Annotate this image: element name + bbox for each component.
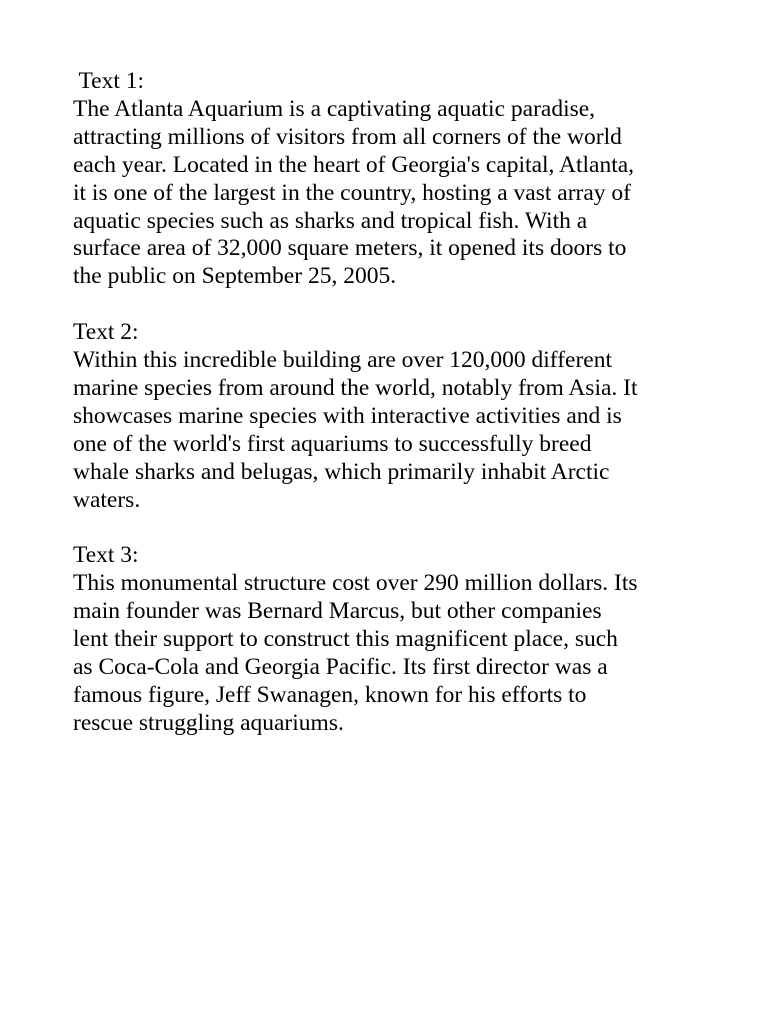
section-paragraph: The Atlanta Aquarium is a captivating aquatic paradise, attracting millions of visitors from all corners of the world each year. Located in the heart of Georgia's capital, Atlanta, it is one of the largest in the country, hosting a vast array of aquatic species such as sharks and tropical fish. With a surface area of 32,000 square meters, it opened its doors to the public on September 25, 2005. <box>73 95 635 290</box>
text-section-3 <box>73 542 713 737</box>
section-paragraph: This monumental structure cost over 290 million dollars. Its main founder was Bernard Marcus, but other companies lent their support to construct this magnificent place, such as Coca-Cola and Georgia Pacific. Its first director was a famous figure, Jeff Swanagen, known for his efforts to rescue struggling aquariums. <box>73 570 638 736</box>
text-section-2 <box>73 319 713 514</box>
section-heading: Text 1: <box>73 68 145 94</box>
section-heading: Text 3: <box>73 542 139 569</box>
text-section-1 <box>73 68 713 291</box>
document-page <box>73 68 713 766</box>
section-paragraph: Within this incredible building are over 120,000 different marine species from around the world, notably from Asia. It showcases marine species with interactive activities and is one of the world's first aquariums to successfully breed whale sharks and belugas, which primarily inhabit Arctic waters. <box>73 347 638 513</box>
section-heading: Text 2: <box>73 319 139 346</box>
